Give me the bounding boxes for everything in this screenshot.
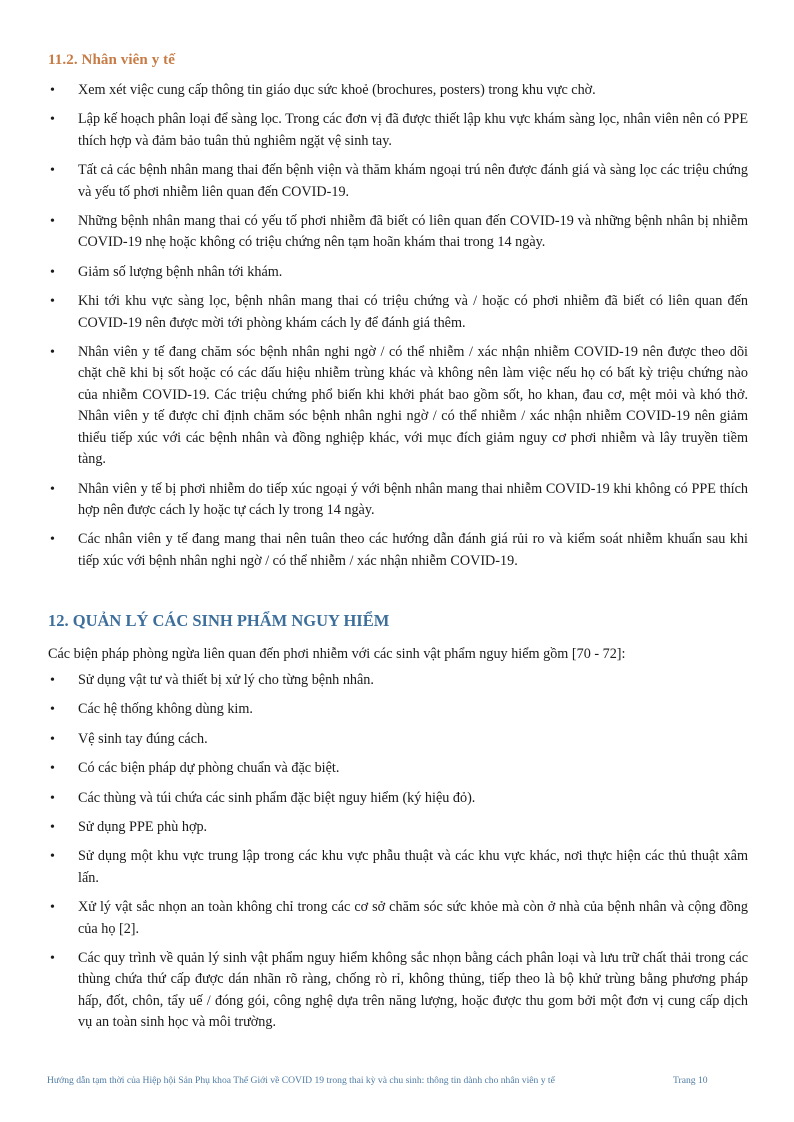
list-item (48, 948, 748, 1034)
list-item-text: Sử dụng vật tư và thiết bị xử lý cho từng bệnh nhân. (78, 672, 374, 688)
list-item-text: Giảm số lượng bệnh nhân tới khám. (78, 263, 283, 280)
list-item (48, 109, 748, 152)
bullet-icon: • (50, 849, 55, 865)
list-item-text: Sử dụng một khu vực trung lập trong các khu vực phẫu thuật và các khu vực khác, nơi thực hiện các thủ thuật xâm lấn. (78, 848, 748, 886)
list-item-text: Những bệnh nhân mang thai có yếu tố phơi nhiễm đã biết có liên quan đến COVID-19 và những bệnh nhân bị nhiễm COVID-19 nhẹ hoặc không có triệu chứng nên tạm hoãn khám thai trong 14 ngày. (78, 213, 748, 251)
list-item (48, 479, 748, 522)
bullet-icon: • (50, 83, 55, 98)
section-11-2-list (48, 80, 748, 572)
bullet-icon: • (50, 900, 55, 916)
list-item (48, 80, 748, 101)
bullet-icon: • (50, 294, 55, 310)
bullet-icon: • (50, 820, 55, 836)
list-item-text: Các thùng và túi chứa các sinh phẩm đặc biệt nguy hiểm (ký hiệu đỏ). (78, 789, 476, 806)
list-item (48, 529, 748, 572)
bullet-icon: • (50, 731, 55, 747)
list-item-text: Lập kế hoạch phân loại để sàng lọc. Trong các đơn vị đã được thiết lập khu vực khám sàng lọc, nhân viên nên có PPE thích hợp và đảm bảo tuân thủ nghiêm ngặt vệ sinh tay. (78, 111, 748, 149)
bullet-icon: • (50, 702, 55, 718)
list-item (48, 788, 748, 809)
list-item-text: Xem xét việc cung cấp thông tin giáo dục sức khoẻ (brochures, posters) trong khu vực chờ. (78, 82, 596, 98)
bullet-icon: • (50, 761, 55, 777)
list-item-text: Các quy trình về quản lý sinh vật phẩm nguy hiểm không sắc nhọn bằng cách phân loại và lưu trữ chất thải trong các thùng chứa thứ cấp được dán nhãn rõ ràng, chống rò rỉ, không thủng, tiếp theo là bộ khử trùng bằng phương pháp hấp, đốt, chôn, tẩy uế / đóng gói, công nghệ dựa trên năng lượng, hoặc được thu gom bởi một đơn vị cung cấp dịch vụ an toàn sinh học và môi trường. (78, 950, 748, 1031)
bullet-icon: • (50, 345, 55, 361)
list-item (48, 342, 748, 470)
page-number: Trang 10 (673, 1075, 708, 1086)
bullet-icon: • (50, 790, 55, 806)
list-item (48, 897, 748, 940)
list-item-text: Nhân viên y tế đang chăm sóc bệnh nhân nghi ngờ / có thể nhiễm / xác nhận nhiễm COVID-19 nên được theo dõi chặt chẽ khi bị sốt hoặc có các dấu hiệu nhiễm trùng khác và không nên làm việc nếu họ có bất kỳ triệu chứng nào của nhiễm COVID-19. Các triệu chứng phổ biến khi khởi phát bao gồm sốt, ho khan, đau cơ, mệt mỏi và khó thở. Nhân viên y tế được chỉ định chăm sóc bệnh nhân nghi ngờ / có thể nhiễm / xác nhận nhiễm COVID-19 nên giảm thiểu tiếp xúc với các bệnh nhân và đồng nghiệp khác, với mục đích giảm nguy cơ phơi nhiễm và lây truyền tiềm tàng. (78, 344, 748, 468)
list-item (48, 729, 748, 750)
list-item-text: Các nhân viên y tế đang mang thai nên tuân theo các hướng dẫn đánh giá rủi ro và kiểm soát nhiễm khuẩn sau khi tiếp xúc với bệnh nhân nghi ngờ / có thể nhiễm / xác nhận nhiễm COVID-19. (78, 531, 748, 569)
section-12-list (48, 670, 748, 1034)
bullet-icon: • (50, 532, 55, 548)
list-item (48, 262, 748, 283)
list-item (48, 699, 748, 720)
list-item-text: Sử dụng PPE phù hợp. (78, 819, 208, 836)
page-footer (47, 1075, 747, 1086)
section-12-intro: Các biện pháp phòng ngừa liên quan đến phơi nhiễm với các sinh vật phẩm nguy hiểm gồm [70 - 72]: (48, 646, 626, 662)
bullet-icon: • (50, 951, 55, 967)
list-item (48, 846, 748, 889)
list-item-text: Có các biện pháp dự phòng chuẩn và đặc biệt. (78, 760, 340, 777)
list-item (48, 160, 748, 203)
list-item-text: Vệ sinh tay đúng cách. (78, 730, 208, 747)
list-item-text: Xử lý vật sắc nhọn an toàn không chỉ trong các cơ sở chăm sóc sức khỏe mà còn ở nhà của bệnh nhân và cộng đồng của họ [2]. (78, 899, 748, 937)
list-item (48, 291, 748, 334)
bullet-icon: • (50, 214, 55, 230)
bullet-icon: • (50, 264, 55, 280)
bullet-icon: • (50, 112, 55, 128)
list-item-text: Tất cả các bệnh nhân mang thai đến bệnh viện và thăm khám ngoại trú nên được đánh giá và sàng lọc các triệu chứng và yếu tố phơi nhiễm liên quan đến COVID-19. (78, 162, 748, 200)
bullet-icon: • (50, 673, 55, 688)
bullet-icon: • (50, 481, 55, 497)
list-item (48, 817, 748, 838)
list-item-text: Các hệ thống không dùng kim. (78, 701, 253, 718)
list-item (48, 670, 748, 691)
section-11-2-heading: 11.2. Nhân viên y tế (48, 52, 176, 68)
list-item-text: Khi tới khu vực sàng lọc, bệnh nhân mang thai có triệu chứng và / hoặc có phơi nhiễm đã biết có liên quan đến COVID-19 nên được mời tới phòng khám cách ly để đánh giá thêm. (78, 293, 748, 331)
list-item-text: Nhân viên y tế bị phơi nhiễm do tiếp xúc ngoại ý với bệnh nhân mang thai nhiễm COVID-19 khi không có PPE thích hợp nên được cách ly hoặc tự cách ly trong 14 ngày. (78, 480, 748, 518)
list-item (48, 758, 748, 779)
footer-text: Hướng dẫn tạm thời của Hiệp hội Sản Phụ khoa Thế Giới về COVID 19 trong thai kỳ và chu sinh: thông tin dành cho nhân viên y tế (47, 1075, 555, 1086)
section-12-heading: 12. QUẢN LÝ CÁC SINH PHẨM NGUY HIỂM (48, 611, 390, 630)
list-item (48, 211, 748, 254)
bullet-icon: • (50, 163, 55, 179)
